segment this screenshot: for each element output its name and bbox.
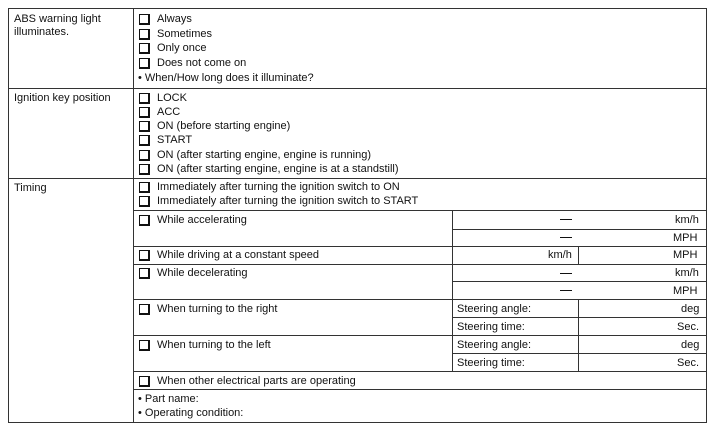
row-divider <box>133 264 707 265</box>
steering-angle-label: Steering angle: <box>457 339 531 351</box>
checkbox-only-once[interactable] <box>139 43 150 54</box>
ignition-key-label: Ignition key position <box>14 92 111 104</box>
checkbox-on-before-start[interactable] <box>139 121 150 132</box>
checkbox-start[interactable] <box>139 135 150 146</box>
option-while-decelerating: While decelerating <box>157 267 248 279</box>
option-on-engine-running: ON (after starting engine, engine is running) <box>157 149 372 161</box>
option-start: START <box>157 134 193 146</box>
option-after-ignition-on: Immediately after turning the ignition switch to ON <box>157 181 400 193</box>
checkbox-sometimes[interactable] <box>139 29 150 40</box>
column-divider <box>133 8 134 423</box>
column-divider <box>578 299 579 371</box>
unit-sec: Sec. <box>677 321 700 333</box>
row-divider <box>452 317 707 318</box>
row-divider <box>133 371 707 372</box>
checkbox-acc[interactable] <box>139 107 150 118</box>
column-divider <box>578 246 579 264</box>
option-only-once: Only once <box>157 42 207 54</box>
option-lock: LOCK <box>157 92 187 104</box>
checkbox-constant-speed[interactable] <box>139 250 150 261</box>
unit-deg: deg <box>681 339 700 351</box>
checkbox-while-decelerating[interactable] <box>139 268 150 279</box>
operating-condition-label: • Operating condition: <box>138 407 244 419</box>
option-electrical-parts: When other electrical parts are operating <box>157 375 356 387</box>
blank-dash <box>560 237 572 238</box>
option-after-ignition-start: Immediately after turning the ignition switch to START <box>157 195 419 207</box>
checkbox-after-ignition-start[interactable] <box>139 196 150 207</box>
option-does-not-come-on: Does not come on <box>157 57 247 69</box>
row-divider <box>8 88 707 89</box>
row-divider <box>133 210 707 211</box>
blank-dash <box>560 273 572 274</box>
option-turning-right: When turning to the right <box>157 303 278 315</box>
column-divider <box>452 210 453 371</box>
part-name-label: • Part name: <box>138 393 199 405</box>
diagnosis-form-table <box>8 8 707 423</box>
steering-time-label: Steering time: <box>457 321 525 333</box>
unit-mph: MPH <box>673 249 698 261</box>
abs-warning-label: ABS warning light illuminates. <box>14 13 101 38</box>
steering-angle-label: Steering angle: <box>457 303 531 315</box>
row-divider <box>8 178 707 179</box>
option-on-engine-standstill: ON (after starting engine, engine is at a standstill) <box>157 163 399 175</box>
checkbox-on-engine-standstill[interactable] <box>139 164 150 175</box>
unit-deg: deg <box>681 303 700 315</box>
checkbox-electrical-parts[interactable] <box>139 376 150 387</box>
row-divider <box>133 246 707 247</box>
checkbox-while-accelerating[interactable] <box>139 215 150 226</box>
checkbox-turning-left[interactable] <box>139 340 150 351</box>
unit-sec: Sec. <box>677 357 700 369</box>
option-sometimes: Sometimes <box>157 28 213 40</box>
option-while-accelerating: While accelerating <box>157 214 247 226</box>
row-divider <box>452 229 707 230</box>
row-divider <box>133 335 707 336</box>
unit-kmh: km/h <box>548 249 572 261</box>
option-on-before-start: ON (before starting engine) <box>157 120 291 132</box>
row-divider <box>133 299 707 300</box>
checkbox-after-ignition-on[interactable] <box>139 182 150 193</box>
unit-kmh: km/h <box>675 214 699 226</box>
checkbox-turning-right[interactable] <box>139 304 150 315</box>
row-divider <box>133 389 707 390</box>
blank-dash <box>560 219 572 220</box>
illumination-note: • When/How long does it illuminate? <box>138 72 314 84</box>
checkbox-lock[interactable] <box>139 93 150 104</box>
unit-kmh: km/h <box>675 267 699 279</box>
unit-mph: MPH <box>673 285 698 297</box>
row-divider <box>452 281 707 282</box>
option-turning-left: When turning to the left <box>157 339 271 351</box>
checkbox-does-not-come-on[interactable] <box>139 58 150 69</box>
option-always: Always <box>157 13 192 25</box>
steering-time-label: Steering time: <box>457 357 525 369</box>
blank-dash <box>560 290 572 291</box>
checkbox-on-engine-running[interactable] <box>139 150 150 161</box>
checkbox-always[interactable] <box>139 14 150 25</box>
option-constant-speed: While driving at a constant speed <box>157 249 320 261</box>
unit-mph: MPH <box>673 232 698 244</box>
timing-label: Timing <box>14 182 47 194</box>
row-divider <box>452 353 707 354</box>
option-acc: ACC <box>157 106 181 118</box>
